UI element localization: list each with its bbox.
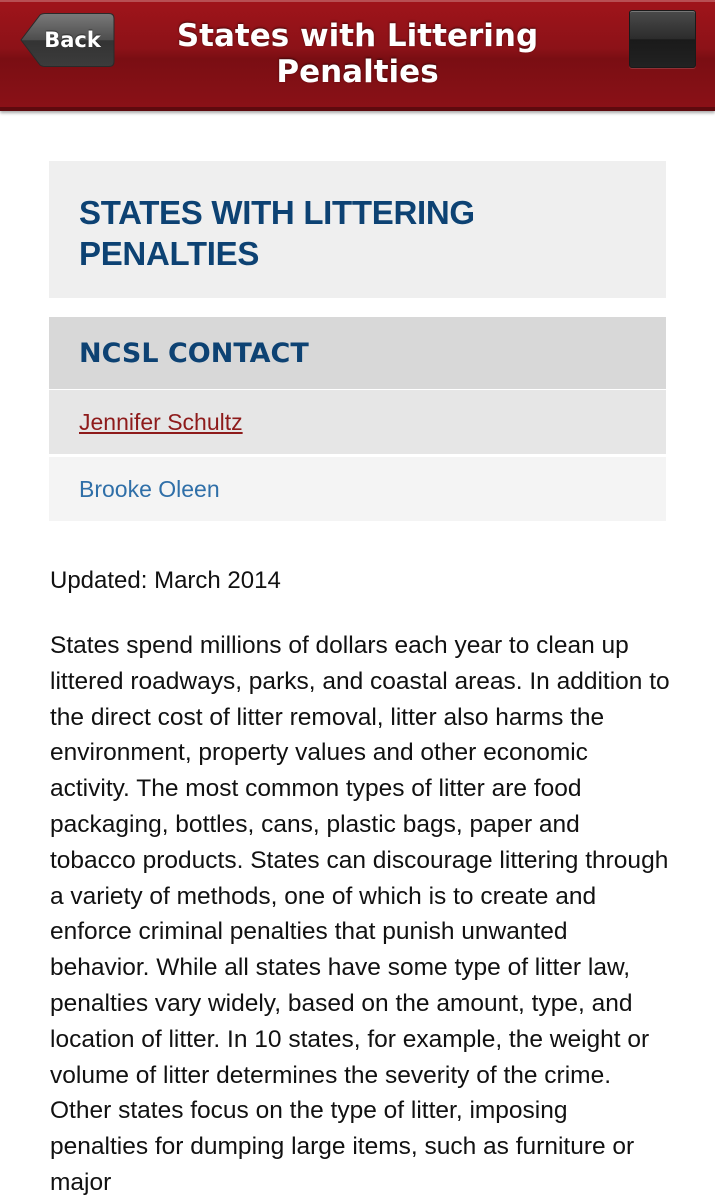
updated-date: Updated: March 2014 <box>50 567 281 594</box>
contact-header <box>49 317 666 389</box>
article-body: States spend millions of dollars each year to clean up littered roadways, parks, and coastal areas. In addition to the direct cost of litter removal, litter also harms the environment, property values and other economic activity. The most common types of litter are food packaging, bottles, cans, plastic bags, paper and tobacco products. States can discourage littering through a variety of methods, one of which is to create and enforce criminal penalties that punish unwanted behavior. While all states have some type of litter law, penalties vary widely, based on the amount, type, and location of litter. In 10 states, for example, the weight or volume of litter determines the severity of the crime. Other states focus on the type of litter, imposing penalties for dumping large items, such as furniture or major <box>50 632 670 1196</box>
back-button[interactable] <box>20 13 115 67</box>
contact-row <box>49 390 666 454</box>
article-title-box <box>49 161 666 298</box>
contact-link-brooke-oleen[interactable]: Brooke Oleen <box>79 476 220 502</box>
navigation-bar <box>0 0 715 111</box>
contact-link-jennifer-schultz[interactable]: Jennifer Schultz <box>79 409 243 435</box>
contact-row <box>49 457 666 521</box>
menu-button[interactable] <box>629 10 696 68</box>
article-heading: STATES WITH LITTERING PENALTIES <box>79 194 475 272</box>
back-button-label: Back <box>44 28 101 52</box>
page-title: States with Littering Penalties <box>176 18 539 90</box>
contact-heading: NCSL CONTACT <box>79 338 309 369</box>
